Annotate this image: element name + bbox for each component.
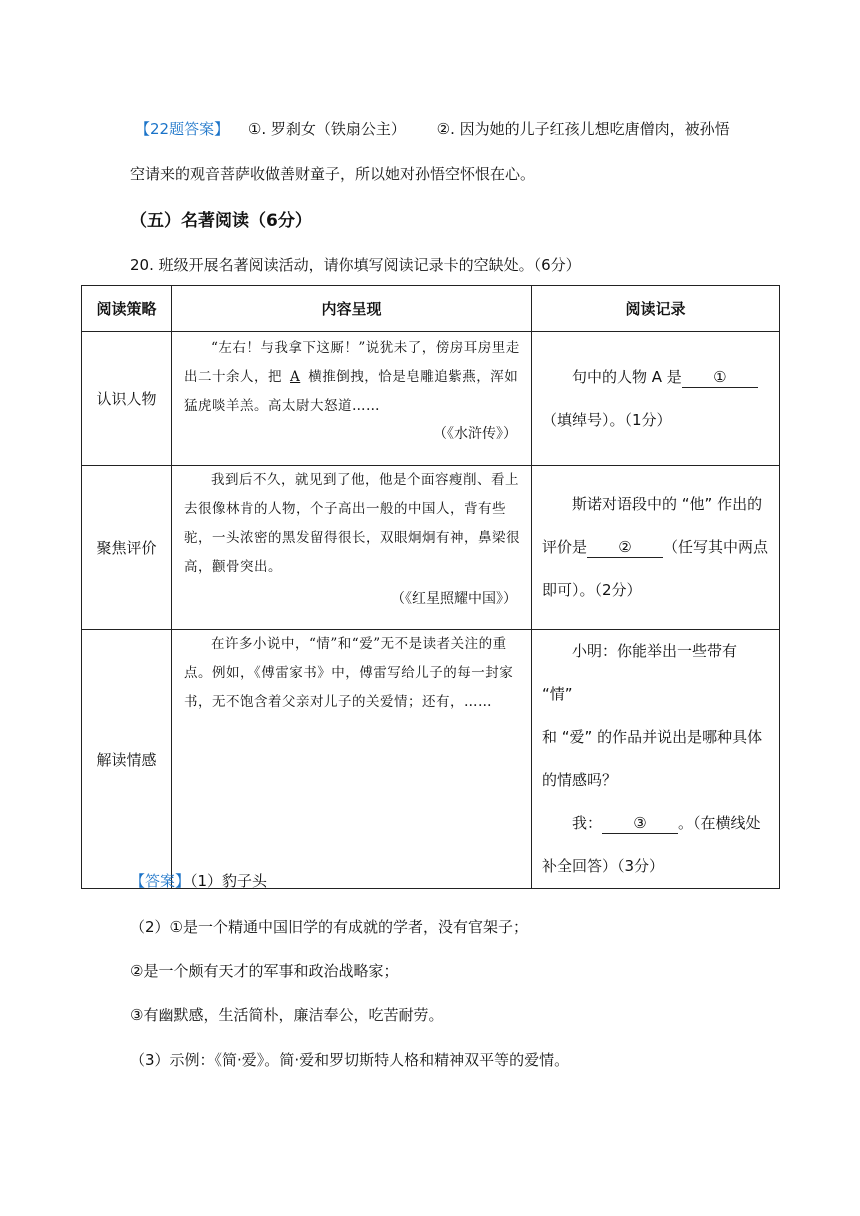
content-cell: [172, 466, 532, 630]
record-cell: [532, 332, 780, 466]
q22-answer-part1: ①. 罗刹女（铁扇公主）: [247, 120, 406, 138]
header-content: 内容呈现: [172, 286, 532, 332]
record-line: 和 “爱” 的作品并说出是哪种具体: [542, 728, 763, 746]
answer-5: （3）示例：《简·爱》。简·爱和罗切斯特人格和精神双平等的爱情。: [130, 1051, 570, 1069]
answer-2: （2）①是一个精通中国旧学的有成就的学者，没有官架子；: [130, 918, 528, 936]
header-strategy: 阅读策略: [82, 286, 172, 332]
question-20: 20. 班级开展名著阅读活动，请你填写阅读记录卡的空缺处。（6分）: [130, 256, 581, 274]
blank-3: ③: [602, 813, 678, 834]
header-record: 阅读记录: [532, 286, 780, 332]
record-cell: [532, 466, 780, 630]
content-cell: [172, 332, 532, 466]
record-line: 的情感吗？: [542, 771, 618, 789]
q22-answer-line1: [135, 118, 730, 139]
answer-tag: 【答案】: [130, 872, 191, 890]
table-header-row: [82, 286, 780, 332]
table-row: [82, 332, 780, 466]
record-cell: [532, 630, 780, 889]
reading-record-table: [81, 285, 780, 889]
strategy-cell: 聚焦评价: [82, 466, 172, 630]
answer-3: ②是一个颇有天才的军事和政治战略家；: [130, 962, 399, 980]
content-text: 我到后不久，就见到了他，他是个面容瘦削、看上去很像林肯的人物，个子高出一般的中国人，背有些驼，一头浓密的黑发留得很长，双眼炯炯有神，鼻梁很高，颧骨突出。: [184, 472, 520, 575]
record-line: 句中的人物 A 是 ①: [542, 356, 771, 399]
record-line: 小明：你能举出一些带有 “情”: [542, 642, 738, 703]
record-line: 补全回答）（3分）: [542, 857, 665, 875]
answer-line-1: [130, 870, 267, 891]
strategy-cell: 解读情感: [82, 630, 172, 889]
answer-4: ③有幽默感，生活简朴，廉洁奉公，吃苦耐劳。: [130, 1006, 444, 1024]
source-label: （《水浒传》）: [433, 426, 517, 442]
record-line: 即可）。（2分）: [542, 581, 642, 599]
content-cell: [172, 630, 532, 889]
table-row: [82, 630, 780, 889]
source-label: （《红星照耀中国》）: [391, 591, 517, 607]
q22-answer-part2: ②. 因为她的儿子红孩儿想吃唐僧肉，被孙悟: [436, 120, 730, 138]
blank-2: ②: [587, 537, 663, 558]
content-text: 在许多小说中，“情”和“爱”无不是读者关注的重点。例如，《傅雷家书》中，傅雷写给儿子的每一封家书，无不饱含着父亲对儿子的关爱情；还有，……: [184, 636, 514, 710]
blank-a: A: [290, 369, 301, 385]
table-row: [82, 466, 780, 630]
strategy-cell: 认识人物: [82, 332, 172, 466]
record-line: （填绰号）。（1分）: [542, 410, 672, 429]
content-text: “左右！与我拿下这厮！”说犹未了，傍房耳房里走出二十余人，把 A 横推倒拽，恰是皂雕追紫燕，浑如猛虎啖羊羔。高太尉大怒道……: [184, 340, 520, 414]
q22-answer-tag: 【22题答案】: [135, 120, 230, 138]
record-line: 我： ③ 。（在横线处: [572, 814, 761, 832]
section-title: （五）名著阅读（6分）: [130, 211, 312, 231]
record-line: 斯诺对语段中的 “他” 作出的: [572, 495, 763, 513]
answer-1: （1）豹子头: [190, 872, 268, 890]
q22-answer-line2: 空请来的观音菩萨收做善财童子，所以她对孙悟空怀恨在心。: [130, 165, 536, 183]
record-line: 评价是 ② （任写其中两点: [542, 538, 769, 556]
blank-1: ①: [682, 367, 758, 388]
